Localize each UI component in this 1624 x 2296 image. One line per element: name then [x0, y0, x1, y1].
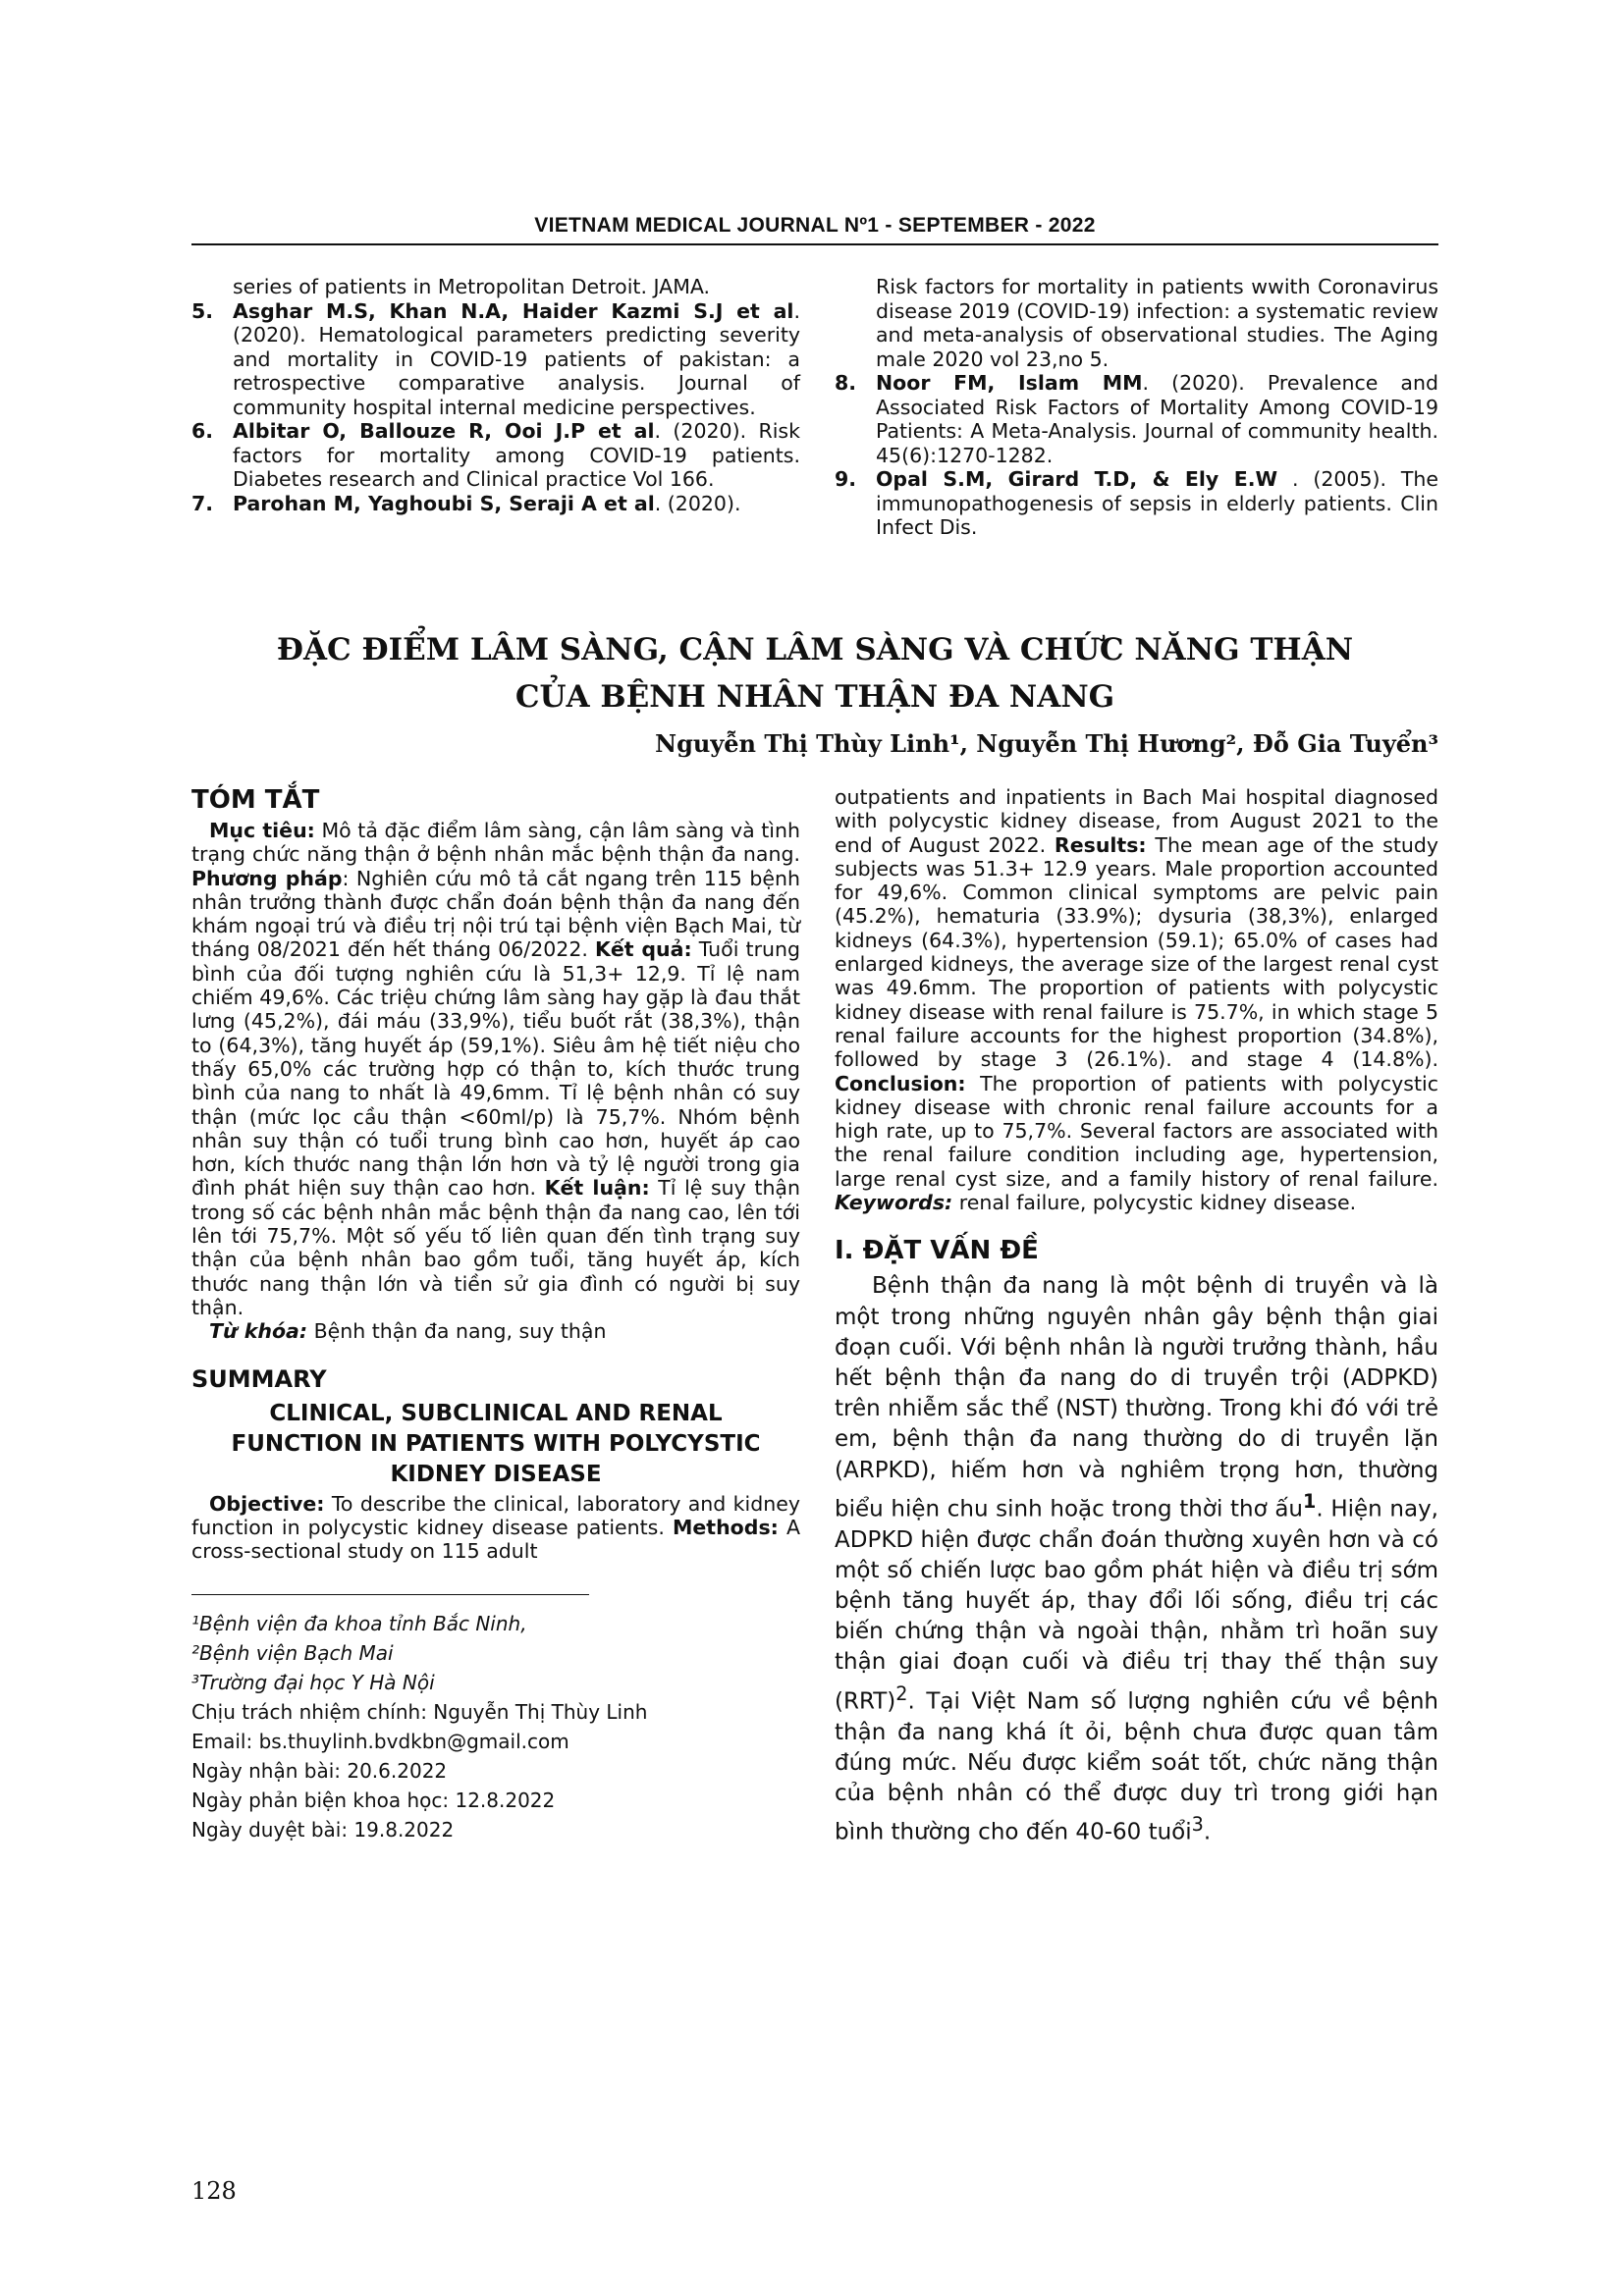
left-column — [191, 785, 800, 1844]
reference-number: 9. — [835, 467, 857, 491]
footnotes — [191, 1609, 800, 1844]
reference-text: . (2020). Prevalence and Associated Risk Factors of Mortality Among COVID-19 Patients: A Meta-Analysis. Journal of community health. 45(6):1270-1282. — [876, 371, 1438, 467]
affiliation-3: ³Trường đại học Y Hà Nội — [191, 1671, 435, 1695]
abstract-vi-keywords: Từ khóa: Bệnh thận đa nang, suy thận — [209, 1319, 607, 1344]
reference-text: . (2020). Hematological parameters predicting severity and mortality in COVID-19 patients of pakistan: a retrospective comparative analysis. Journal of community hospital internal medicine perspectives. — [233, 298, 800, 419]
introduction-paragraph: Bệnh thận đa nang là một bệnh di truyền và là một trong những nguyên nhân gây bệnh thận giai đoạn cuối. Với bệnh nhân là người trưởng thành, hầu hết bệnh thận đa nang do di truyền trội (ADPKD) trên nhiễm sắc thể (NST) thường. Trong khi đó với trẻ em, bệnh thận đa nang thường do di truyền lặn (ARPKD), hiếm hơn và nghiêm trọng hơn, thường biểu hiện chu sinh hoặc trong thời thơ ấu$^1$. Hiện nay, ADPKD hiện được chẩn đoán thường xuyên hơn và có một số chiến lược bao gồm phát hiện và điều trị sớm bệnh tăng huyết áp, thay đổi lối sống, điều trị các biến chứng thận và ngoài thận, nhằm trì hoãn suy thận giai đoạn cuối và điều trị thay thế thận suy (RRT)$^2$. Tại Việt Nam số lượng nghiên cứu về bệnh thận đa nang khá ít ỏi, bệnh chưa được quan tâm đúng mức. Nếu được kiểm soát tốt, chức năng thận của bệnh nhân có thể được duy trì trong giới hạn bình thường cho đến 40-60 tuổi$^3$. — [835, 1273, 1438, 1845]
summary-en-paragraph-cont: outpatients and inpatients in Bach Mai hospital diagnosed with polycystic kidney disease, from August 2021 to the end of August 2022. Results: The mean age of the study subjects was 51.3+ 12.9 years. Male proportion accounted for 49,6%. Common clinical symptoms are pelvic pain (45.2%), hematuria (33.9%); dysuria (38,3%), enlarged kidneys (64.3%), hypertension (59.1); 65.0% of cases had enlarged kidneys, the average size of the largest renal cyst was 49.6mm. The proportion of patients with polycystic kidney disease with renal failure is 75.7%, in which stage 5 renal failure accounts for the highest proportion (34.8%), followed by stage 3 (26.1%). and stage 4 (14.8%). Conclusion: The proportion of patients with polycystic kidney disease with chronic renal failure accounts for a high rate, up to 75,7%. Several factors are associated with the renal failure condition including age, hypertension, large renal cyst size, and a family history of renal failure. Keywords: renal failure, polycystic kidney disease. — [835, 785, 1439, 1215]
reference-continuation: Risk factors for mortality in patients wwith Coronavirus disease 2019 (COVID-19) infection: a systematic review and meta-analysis of observational studies. The Aging male 2020 vol 23,no 5. — [876, 275, 1438, 371]
english-title: CLINICAL, SUBCLINICAL AND RENAL FUNCTION IN PATIENTS WITH POLYCYSTIC KIDNEY DISEASE — [231, 1400, 761, 1487]
reference-text: . (2005). The immunopathogenesis of sepsis in elderly patients. Clin Infect Dis. — [876, 467, 1438, 539]
article-title-line: CỦA BỆNH NHÂN THẬN ĐA NANG — [514, 679, 1115, 715]
received-date: Ngày nhận bài: 20.6.2022 — [191, 1759, 448, 1784]
reference-authors: Albitar O, Ballouze R, Ooi J.P et al — [233, 419, 655, 443]
reference-number: 6. — [191, 419, 214, 443]
running-header: VIETNAM MEDICAL JOURNAL Nº1 - SEPTEMBER - 2022 — [534, 214, 1096, 237]
references-left — [191, 275, 800, 515]
reference-authors: Parohan M, Yaghoubi S, Seraji A et al — [233, 491, 655, 515]
reference-authors: Noor FM, Islam MM — [876, 371, 1143, 395]
summary-heading: SUMMARY — [191, 1364, 327, 1393]
reference-authors: Opal S.M, Girard T.D, & Ely E.W — [876, 467, 1278, 491]
reference-item — [191, 492, 800, 516]
article-title — [191, 626, 1438, 721]
reference-text: . (2020). Risk factors for mortality among COVID-19 patients. Diabetes research and Clinical practice Vol 166. — [233, 419, 800, 491]
header-rule — [191, 243, 1438, 245]
references-right — [835, 275, 1438, 540]
affiliation-1: ¹Bệnh viện đa khoa tỉnh Bắc Ninh, — [191, 1612, 527, 1636]
review-date: Ngày phản biện khoa học: 12.8.2022 — [191, 1789, 556, 1813]
abstract-heading: TÓM TẮT — [191, 785, 320, 815]
introduction-heading: I. ĐẶT VẤN ĐỀ — [835, 1236, 1039, 1266]
accepted-date: Ngày duyệt bài: 19.8.2022 — [191, 1818, 455, 1842]
corresponding-author: Chịu trách nhiệm chính: Nguyễn Thị Thùy Linh — [191, 1700, 648, 1725]
reference-item — [835, 371, 1438, 467]
citation-2: 2 — [895, 1682, 908, 1705]
article-title-line: ĐẶC ĐIỂM LÂM SÀNG, CẬN LÂM SÀNG VÀ CHỨC NĂNG THẬN — [276, 632, 1354, 667]
author-byline: Nguyễn Thị Thùy Linh¹, Nguyễn Thị Hương², Đỗ Gia Tuyển³ — [655, 729, 1438, 758]
reference-authors: Asghar M.S, Khan N.A, Haider Kazmi S.J et al — [233, 298, 794, 323]
reference-number: 7. — [191, 491, 214, 515]
summary-en-paragraph-start: Objective: To describe the clinical, laboratory and kidney function in polycystic kidney disease patients. Methods: A cross-sectional study on 115 adult — [191, 1491, 800, 1564]
email: Email: bs.thuylinh.bvdkbn@gmail.com — [191, 1730, 569, 1754]
affiliation-2: ²Bệnh viện Bạch Mai — [191, 1641, 394, 1666]
reference-item — [835, 467, 1438, 540]
abstract-vi-paragraph: Mục tiêu: Mô tả đặc điểm lâm sàng, cận lâm sàng và tình trạng chức năng thận ở bệnh nhân mắc bệnh thận đa nang. Phương pháp: Nghiên cứu mô tả cắt ngang trên 115 bệnh nhân trưởng thành được chẩn đoán bệnh thận đa nang đến khám ngoại trú và điều trị nội trú tại bệnh viện Bạch Mai, từ tháng 08/2021 đến hết tháng 06/2022. Kết quả: Tuổi trung bình của đối tượng nghiên cứu là 51,3+ 12,9. Tỉ lệ nam chiếm 49,6%. Các triệu chứng lâm sàng hay gặp là đau thắt lưng (45,2%), đái máu (33,9%), tiểu buốt rắt (38,3%), thận to (64,3%), tăng huyết áp (59,1%). Siêu âm hệ tiết niệu cho thấy 65,0% các trường hợp có thận to, kích thước trung bình của nang to nhất là 49,6mm. Tỉ lệ bệnh nhân có suy thận (mức lọc cầu thận <60ml/p) là 75,7%. Nhóm bệnh nhân suy thận có tuổi trung bình cao hơn, huyết áp cao hơn, kích thước nang thận lớn hơn và tỷ lệ người trong gia đình phát hiện suy thận cao hơn. Kết luận: Tỉ lệ suy thận trong số các bệnh nhân mắc bệnh thận đa nang cao, lên tới lên tới 75,7%. Một số yếu tố liên quan đến tình trạng suy thận của bệnh nhân bao gồm tuổi, tăng huyết áp, kích thước nang thận lớn và tiền sử gia đình có người bị suy thận. — [191, 819, 800, 1319]
reference-number: 8. — [835, 371, 857, 395]
citation-3: 3 — [1191, 1813, 1204, 1837]
reference-continuation: series of patients in Metropolitan Detroit. JAMA. — [233, 275, 711, 298]
reference-number: 5. — [191, 298, 214, 323]
reference-text: . (2020). — [654, 491, 741, 515]
reference-item — [191, 419, 800, 492]
reference-item — [191, 299, 800, 420]
footnote-rule — [191, 1594, 589, 1595]
citation-1: 1 — [1303, 1489, 1317, 1513]
right-column — [835, 785, 1438, 1848]
page-number: 128 — [191, 2177, 237, 2205]
